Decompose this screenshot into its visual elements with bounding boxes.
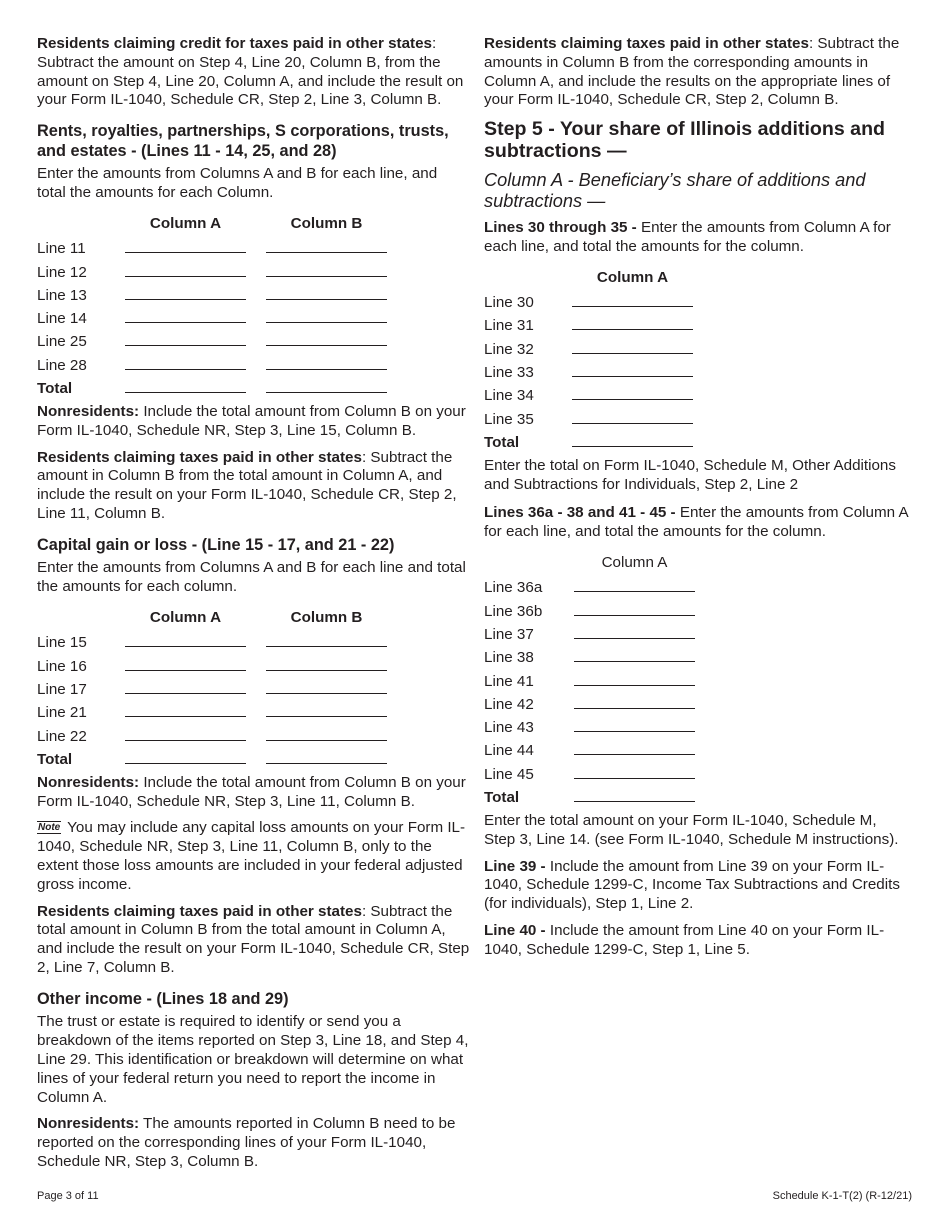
step5-2-line-row [484,690,715,713]
residents-taxes-label: Residents claiming taxes paid in other states [484,35,809,52]
line40-paragraph [484,922,909,960]
rents-col-b-blank[interactable] [266,234,407,257]
step5-2-line-row [484,666,715,689]
fill-line [572,353,693,354]
line39-paragraph [484,858,909,914]
step5-line-row [484,358,713,381]
step5-total-row [484,428,713,451]
fill-line [266,299,387,300]
residents-credit-text: : Subtract the amount on Step 4, Line 20, Column B, from the amount on Step 4, Line 20, Column A, and include the result on your Form IL-1040, Schedule CR, Step 2, Line 3, Column B. [37,35,464,109]
fill-line [266,763,387,764]
capital-col-b-blank[interactable] [266,698,407,721]
step5-line-label: Line 33 [484,363,534,381]
capital-line-label: Line 15 [37,634,87,652]
step5-line-row [484,311,713,334]
residents-credit-paragraph [37,35,470,110]
rents-col-b-blank[interactable] [266,304,407,327]
step5-col-a-blank[interactable] [572,358,713,381]
rents-residents-paragraph [37,449,470,524]
fill-line [574,638,695,639]
fill-line [574,754,695,755]
capital-total-row [37,745,407,768]
step5-2-line-label: Line 44 [484,742,534,760]
rents-line-label: Line 11 [37,240,86,258]
rents-line-row [37,327,407,350]
fill-line [125,299,246,300]
fill-line [574,801,695,802]
fill-line [572,329,693,330]
step5-2-col-a-blank[interactable] [574,690,715,713]
capital-col-b-blank[interactable] [266,745,407,768]
rents-line-row [37,350,407,373]
line40-label: Line 40 - [484,922,546,939]
step5-2-col-a-blank[interactable] [574,596,715,619]
fill-line [125,276,246,277]
fill-line [125,716,246,717]
rents-col-a-blank[interactable] [125,257,266,280]
rents-line-row [37,234,407,257]
rents-table [37,211,407,397]
step5-table-1 [484,265,713,451]
capital-col-b-blank[interactable] [266,651,407,674]
step5-2-line-label: Line 36a [484,579,543,597]
rents-col-a-blank[interactable] [125,281,266,304]
fill-line [574,731,695,732]
capital-col-a-blank[interactable] [125,628,266,651]
rents-line-row [37,257,407,280]
fill-line [266,252,387,253]
rents-col-a-blank[interactable] [125,350,266,373]
fill-line [574,615,695,616]
fill-line [125,369,246,370]
residents-credit-label: Residents claiming credit for taxes paid in other states [37,35,432,52]
step5-2-line-row [484,620,715,643]
other-income-heading: Other income - (Lines 18 and 29) [37,989,289,1008]
rents-intro: Enter the amounts from Columns A and B for each line, and total the amounts for each Column. [37,165,438,202]
step5-2-col-a-blank[interactable] [574,736,715,759]
rents-line-row [37,304,407,327]
fill-line [266,276,387,277]
capital-line-label: Line 22 [37,727,87,745]
capital-line-label: Line 16 [37,657,87,675]
rents-line-label: Line 25 [37,333,87,351]
capital-col-a-blank[interactable] [125,721,266,744]
step5-2-line-row [484,573,715,596]
step5-2-total-label: Total [484,789,520,807]
capital-note-paragraph [37,819,470,894]
capital-line-row [37,721,407,744]
step5-2-line-label: Line 43 [484,719,534,737]
other-nonresidents-paragraph [37,1115,470,1171]
fill-line [125,392,246,393]
step5-2-col-a-blank[interactable] [574,573,715,596]
step5-after-text: Enter the total on Form IL-1040, Schedule M, Other Additions and Subtractions for Individuals, Step 2, Line 2 [484,456,896,493]
rents-line-label: Line 13 [37,286,87,304]
step5-2-label-col-header [484,550,574,573]
step5-line-label: Line 31 [484,317,534,335]
step5-2-col-a-blank[interactable] [574,783,715,806]
step5-2-col-a-blank[interactable] [574,643,715,666]
lines36-paragraph [484,504,909,542]
step5-2-line-label: Line 36b [484,602,543,620]
step5-line-label: Line 30 [484,294,534,312]
step5-col-a-blank[interactable] [572,311,713,334]
rents-col-a-blank[interactable] [125,234,266,257]
step5-2-line-row [484,736,715,759]
rents-col-b-blank[interactable] [266,327,407,350]
fill-line [266,740,387,741]
fill-line [125,740,246,741]
step5-2-col-a-header: Column A [601,554,668,572]
fill-line [572,376,693,377]
step5-2-col-a-blank[interactable] [574,620,715,643]
other-nonresidents-text: The amounts reported in Column B need to be reported on the corresponding lines of your Form IL-1040, Schedule NR, Step 3, Column B. [37,1115,456,1170]
rents-line-label: Line 28 [37,356,87,374]
fill-line [574,661,695,662]
step5-2-line-row [484,759,715,782]
fill-line [266,322,387,323]
step5-label-col-header [484,265,572,288]
capital-col-a-blank[interactable] [125,698,266,721]
capital-col-b-blank[interactable] [266,721,407,744]
step5-col-a-blank[interactable] [572,288,713,311]
fill-line [572,306,693,307]
right-column [484,35,909,968]
capital-col-b-header: Column B [290,609,363,627]
fill-line [574,685,695,686]
step5-2-line-label: Line 37 [484,625,534,643]
step5-2-col-a-blank[interactable] [574,666,715,689]
capital-residents-paragraph [37,903,470,978]
step5-after-text-2: Enter the total amount on your Form IL-1040, Schedule M, Step 3, Line 14. (see Form IL-1040, Schedule M instructions). [484,812,899,848]
step5-2-line-row [484,643,715,666]
capital-line-row [37,651,407,674]
capital-residents-label: Residents claiming taxes paid in other states [37,902,362,920]
form-id: Schedule K-1-T(2) (R-12/21) [772,1190,912,1202]
lines30-paragraph [484,219,909,257]
rents-total-row [37,374,407,397]
lines36-label: Lines 36a - 38 and 41 - 45 - [484,504,676,522]
step5-col-a-header: Column A [596,268,669,286]
fill-line [125,763,246,764]
capital-col-b-blank[interactable] [266,675,407,698]
line39-label: Line 39 - [484,857,546,875]
step5-line-label: Line 35 [484,410,534,428]
step5-total-label: Total [484,433,520,451]
fill-line [125,345,246,346]
step5-2-col-a-blank[interactable] [574,713,715,736]
fill-line [266,716,387,717]
fill-line [266,670,387,671]
fill-line [266,693,387,694]
other-nonresidents-label: Nonresidents: [37,1115,140,1133]
rents-nonresidents-paragraph [37,403,470,441]
step5-heading: Step 5 - Your share of Illinois additions and subtractions — [484,118,886,163]
step5-line-row [484,288,713,311]
capital-col-a-blank[interactable] [125,651,266,674]
fill-line [572,446,693,447]
capital-line-label: Line 21 [37,704,87,722]
fill-line [125,670,246,671]
capital-nonresidents-label: Nonresidents: [37,773,140,791]
line40-text: Include the amount from Line 40 on your Form IL-1040, Schedule 1299-C, Step 1, Line 5. [484,922,885,958]
rents-nonresidents-label: Nonresidents: [37,403,140,421]
rents-line-label: Line 14 [37,310,87,328]
lines30-label: Lines 30 through 35 - [484,219,637,237]
left-column [37,35,470,1180]
capital-col-a-blank[interactable] [125,675,266,698]
capital-note-text: You may include any capital loss amounts on your Form IL-1040, Schedule NR, Step 3, Line 11, Column B, only to the extent those loss amounts are included in your federal adjusted gross income. [37,819,466,893]
rents-total-label: Total [37,380,73,398]
fill-line [266,369,387,370]
page-number: Page 3 of 11 [37,1190,99,1202]
capital-line-label: Line 17 [37,680,87,698]
capital-intro: Enter the amounts from Columns A and B for each line and total the amounts for each column. [37,559,466,596]
step5-2-line-row [484,596,715,619]
capital-line-row [37,628,407,651]
rents-residents-label: Residents claiming taxes paid in other states [37,448,362,466]
fill-line [572,399,693,400]
fill-line [125,252,246,253]
capital-table [37,605,407,768]
capital-col-a-blank[interactable] [125,745,266,768]
rents-nonresidents-text: Include the total amount from Column B on your Form IL-1040, Schedule NR, Step 3, Line 15, Column B. [37,403,466,439]
rents-heading: Rents, royalties, partnerships, S corporations, trusts, and estates - (Lines 11 - 14, 25, and 28) [37,122,449,160]
step5-line-row [484,334,713,357]
capital-residents-text: : Subtract the total amount in Column B from the total amount in Column A, and include the result on your Form IL-1040, Schedule CR, Step 2, Line 7, Column B. [37,902,470,976]
step5-col-a-blank[interactable] [572,404,713,427]
step5-2-line-label: Line 41 [484,672,534,690]
capital-heading: Capital gain or loss - (Line 15 - 17, and 21 - 22) [37,535,395,554]
fill-line [266,392,387,393]
rents-col-b-blank[interactable] [266,281,407,304]
rents-col-b-blank[interactable] [266,374,407,397]
rents-col-b-blank[interactable] [266,350,407,373]
step5-subheading: Column A - Beneficiary’s share of additions and subtractions — [484,170,866,211]
capital-nonresidents-paragraph [37,774,470,812]
capital-label-col-header [37,605,125,628]
fill-line [125,646,246,647]
residents-taxes-paragraph [484,35,909,110]
rents-residents-text: : Subtract the amount in Column B from the total amount in Column A, and include the result on your Form IL-1040, Schedule CR, Step 2, Line 11, Column B. [37,448,457,523]
fill-line [574,708,695,709]
fill-line [574,778,695,779]
rents-col-b-blank[interactable] [266,257,407,280]
fill-line [125,693,246,694]
lines30-text: Enter the amounts from Column A for each line, and total the amounts for the column. [484,219,891,255]
rents-col-a-blank[interactable] [125,304,266,327]
step5-col-a-blank[interactable] [572,334,713,357]
capital-col-a-header: Column A [149,609,222,627]
fill-line [572,423,693,424]
residents-taxes-text: : Subtract the amounts in Column B from the corresponding amounts in Column A, and include the results on the appropriate lines of your Form IL-1040, Schedule CR, Step 2, Column B. [484,35,900,109]
step5-2-line-label: Line 42 [484,695,534,713]
rents-col-b-header: Column B [290,214,363,232]
capital-nonresidents-text: Include the total amount from Column B on your Form IL-1040, Schedule NR, Step 3, Line 11, Column B. [37,773,466,810]
other-income-text: The trust or estate is required to identify or send you a breakdown of the items reported on Step 3, Line 18, and Step 4, Line 29. This identification or breakdown will determine on what lines of your federal return you need to report the income in Column A. [37,1013,469,1106]
step5-line-label: Line 34 [484,387,534,405]
capital-line-row [37,698,407,721]
step5-line-row [484,404,713,427]
fill-line [125,322,246,323]
rents-col-a-blank[interactable] [125,327,266,350]
step5-2-line-row [484,713,715,736]
fill-line [266,646,387,647]
capital-total-label: Total [37,750,73,768]
step5-col-a-blank[interactable] [572,381,713,404]
step5-2-col-a-blank[interactable] [574,759,715,782]
capital-line-row [37,675,407,698]
rents-line-label: Line 12 [37,263,87,281]
step5-line-row [484,381,713,404]
fill-line [266,345,387,346]
step5-2-line-label: Line 45 [484,765,534,783]
fill-line [574,591,695,592]
step5-table-2 [484,550,715,806]
rents-label-col-header [37,211,125,234]
step5-2-line-label: Line 38 [484,649,534,667]
step5-col-a-blank[interactable] [572,428,713,451]
rents-col-a-header: Column A [149,214,222,232]
lines36-text: Enter the amounts from Column A for each line, and total the amounts for the column. [484,504,908,541]
line39-text: Include the amount from Line 39 on your Form IL-1040, Schedule 1299-C, Income Tax Subtractions and Credits (for individuals), Step 1, Line 2. [484,857,900,913]
step5-2-total-row [484,783,715,806]
rents-col-a-blank[interactable] [125,374,266,397]
capital-col-b-blank[interactable] [266,628,407,651]
step5-line-label: Line 32 [484,340,534,358]
rents-line-row [37,281,407,304]
note-icon: Note [38,822,61,834]
